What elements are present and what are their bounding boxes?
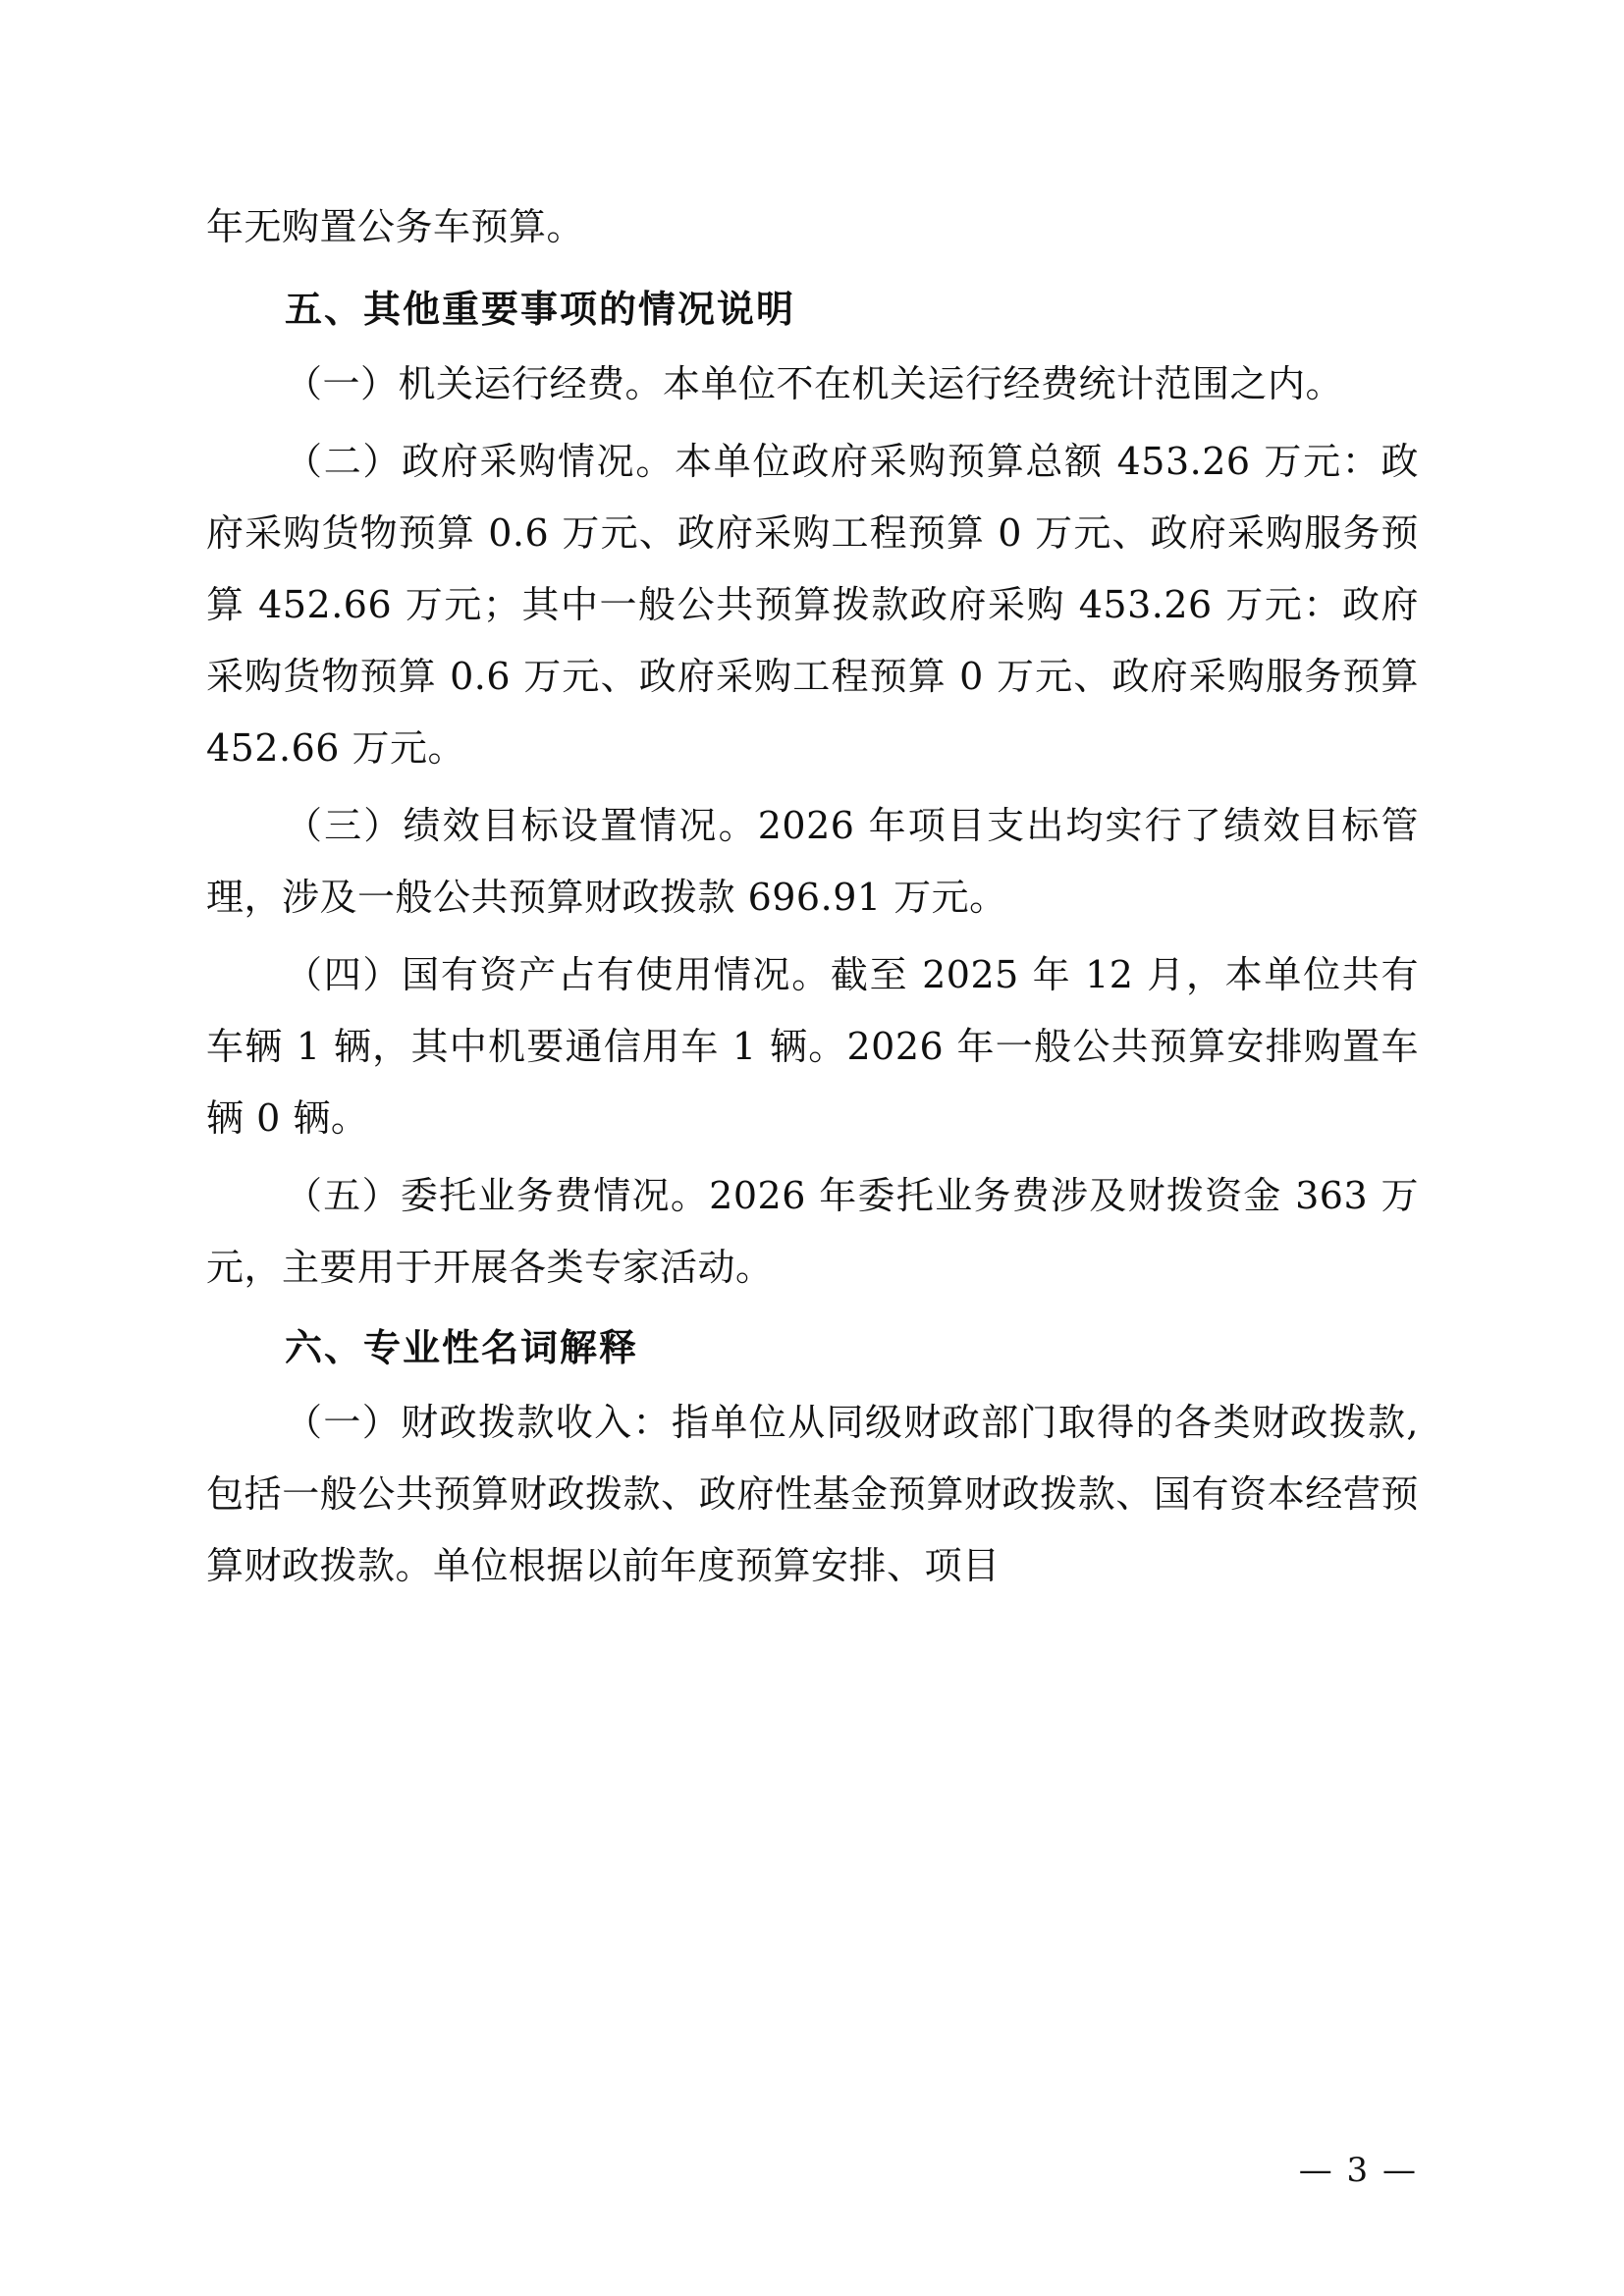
paragraph-5-5: （五）委托业务费情况。2026 年委托业务费涉及财拨资金 363 万元，主要用于开展各类专家活动。 bbox=[206, 1174, 1419, 1289]
paragraph-continued: 年无购置公务车预算。 bbox=[206, 205, 585, 248]
paragraph-5-2: （二）政府采购情况。本单位政府采购预算总额 453.26 万元：政府采购货物预算 0.6 万元、政府采购工程预算 0 万元、政府采购服务预算 452.66 万元；其中一般公共预算拨款政府采购 453.26 万元：政府采购货物预算 0.6 万元、政府采购工程预算 0 万元、政府采购服务预算 452.66 万元。 bbox=[206, 440, 1419, 770]
paragraph-5-3: （三）绩效目标设置情况。2026 年项目支出均实行了绩效目标管理，涉及一般公共预算财政拨款 696.91 万元。 bbox=[206, 804, 1419, 919]
paragraph-6-1: （一）财政拨款收入：指单位从同级财政部门取得的各类财政拨款,包括一般公共预算财政拨款、政府性基金预算财政拨款、国有资本经营预算财政拨款。单位根据以前年度预算安排、项目 bbox=[206, 1401, 1419, 1587]
paragraph-5-1: （一）机关运行经费。本单位不在机关运行经费统计范围之内。 bbox=[285, 362, 1344, 405]
document-body bbox=[206, 191, 1419, 1602]
section-heading-six: 六、专业性名词解释 bbox=[285, 1325, 639, 1369]
section-heading-five: 五、其他重要事项的情况说明 bbox=[285, 287, 796, 331]
page-number: — 3 — bbox=[1298, 2151, 1418, 2190]
paragraph-5-4: （四）国有资产占有使用情况。截至 2025 年 12 月，本单位共有车辆 1 辆，其中机要通信用车 1 辆。2026 年一般公共预算安排购置车辆 0 辆。 bbox=[206, 953, 1419, 1140]
